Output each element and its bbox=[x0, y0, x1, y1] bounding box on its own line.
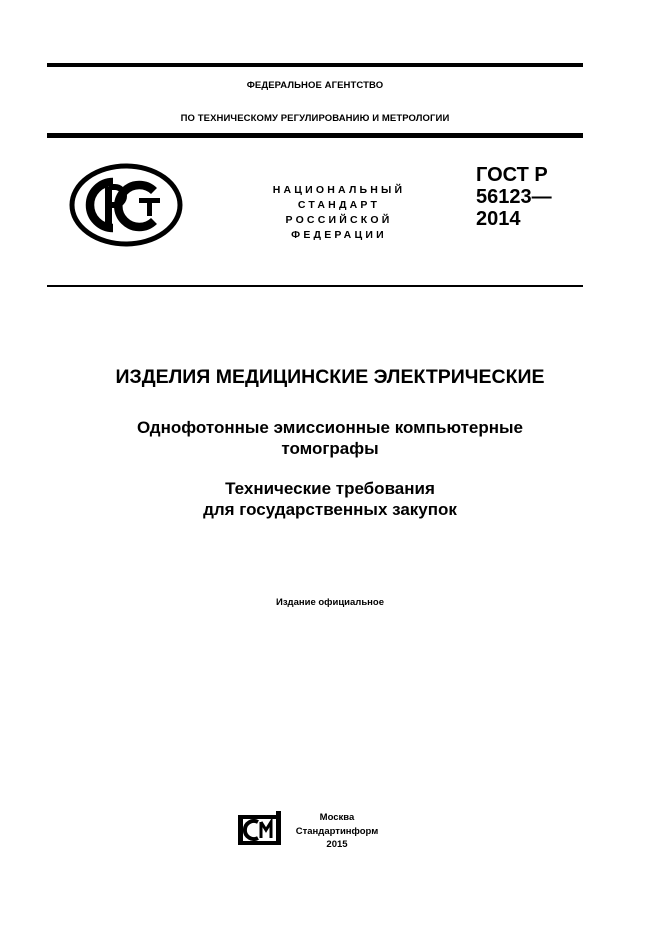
standard-code-line-2: 56123— bbox=[476, 186, 552, 208]
subtitle-line: Однофотонные эмиссионные компьютерные bbox=[137, 418, 523, 437]
header-rule bbox=[47, 133, 583, 138]
publisher-year: 2015 bbox=[326, 839, 348, 850]
edition-label: Издание официальное bbox=[276, 597, 384, 608]
national-line: СТАНДАРТ bbox=[297, 199, 381, 211]
standartinform-logo-icon bbox=[234, 809, 284, 849]
subtitle-line: томографы bbox=[281, 439, 379, 458]
document-subtitle bbox=[40, 417, 620, 459]
national-line: ФЕДЕРАЦИИ bbox=[291, 229, 387, 241]
subtitle-line: Технические требования bbox=[225, 479, 435, 498]
subtitle-line: для государственных закупок bbox=[203, 500, 457, 519]
standard-code-line-1: ГОСТ Р bbox=[476, 164, 548, 186]
publisher-name: Стандартинформ bbox=[295, 825, 379, 837]
national-line: РОССИЙСКОЙ bbox=[285, 214, 393, 226]
standard-code-line-3: 2014 bbox=[476, 208, 521, 230]
publisher-city: Москва bbox=[319, 812, 355, 823]
national-line: НАЦИОНАЛЬНЫЙ bbox=[272, 184, 406, 196]
standard-code bbox=[476, 164, 552, 230]
national-standard-label bbox=[250, 183, 428, 243]
agency-name-line-1: ФЕДЕРАЛЬНОЕ АГЕНТСТВО bbox=[246, 80, 384, 91]
document-subtitle-requirements bbox=[40, 478, 620, 520]
top-rule bbox=[47, 63, 583, 67]
bottom-header-rule bbox=[47, 285, 583, 287]
document-title: ИЗДЕЛИЯ МЕДИЦИНСКИЕ ЭЛЕКТРИЧЕСКИЕ bbox=[115, 366, 545, 388]
agency-name-line-2: ПО ТЕХНИЧЕСКОМУ РЕГУЛИРОВАНИЮ И МЕТРОЛОГИИ bbox=[180, 113, 450, 124]
rst-emblem-icon bbox=[69, 163, 183, 247]
publisher-info bbox=[287, 811, 387, 852]
